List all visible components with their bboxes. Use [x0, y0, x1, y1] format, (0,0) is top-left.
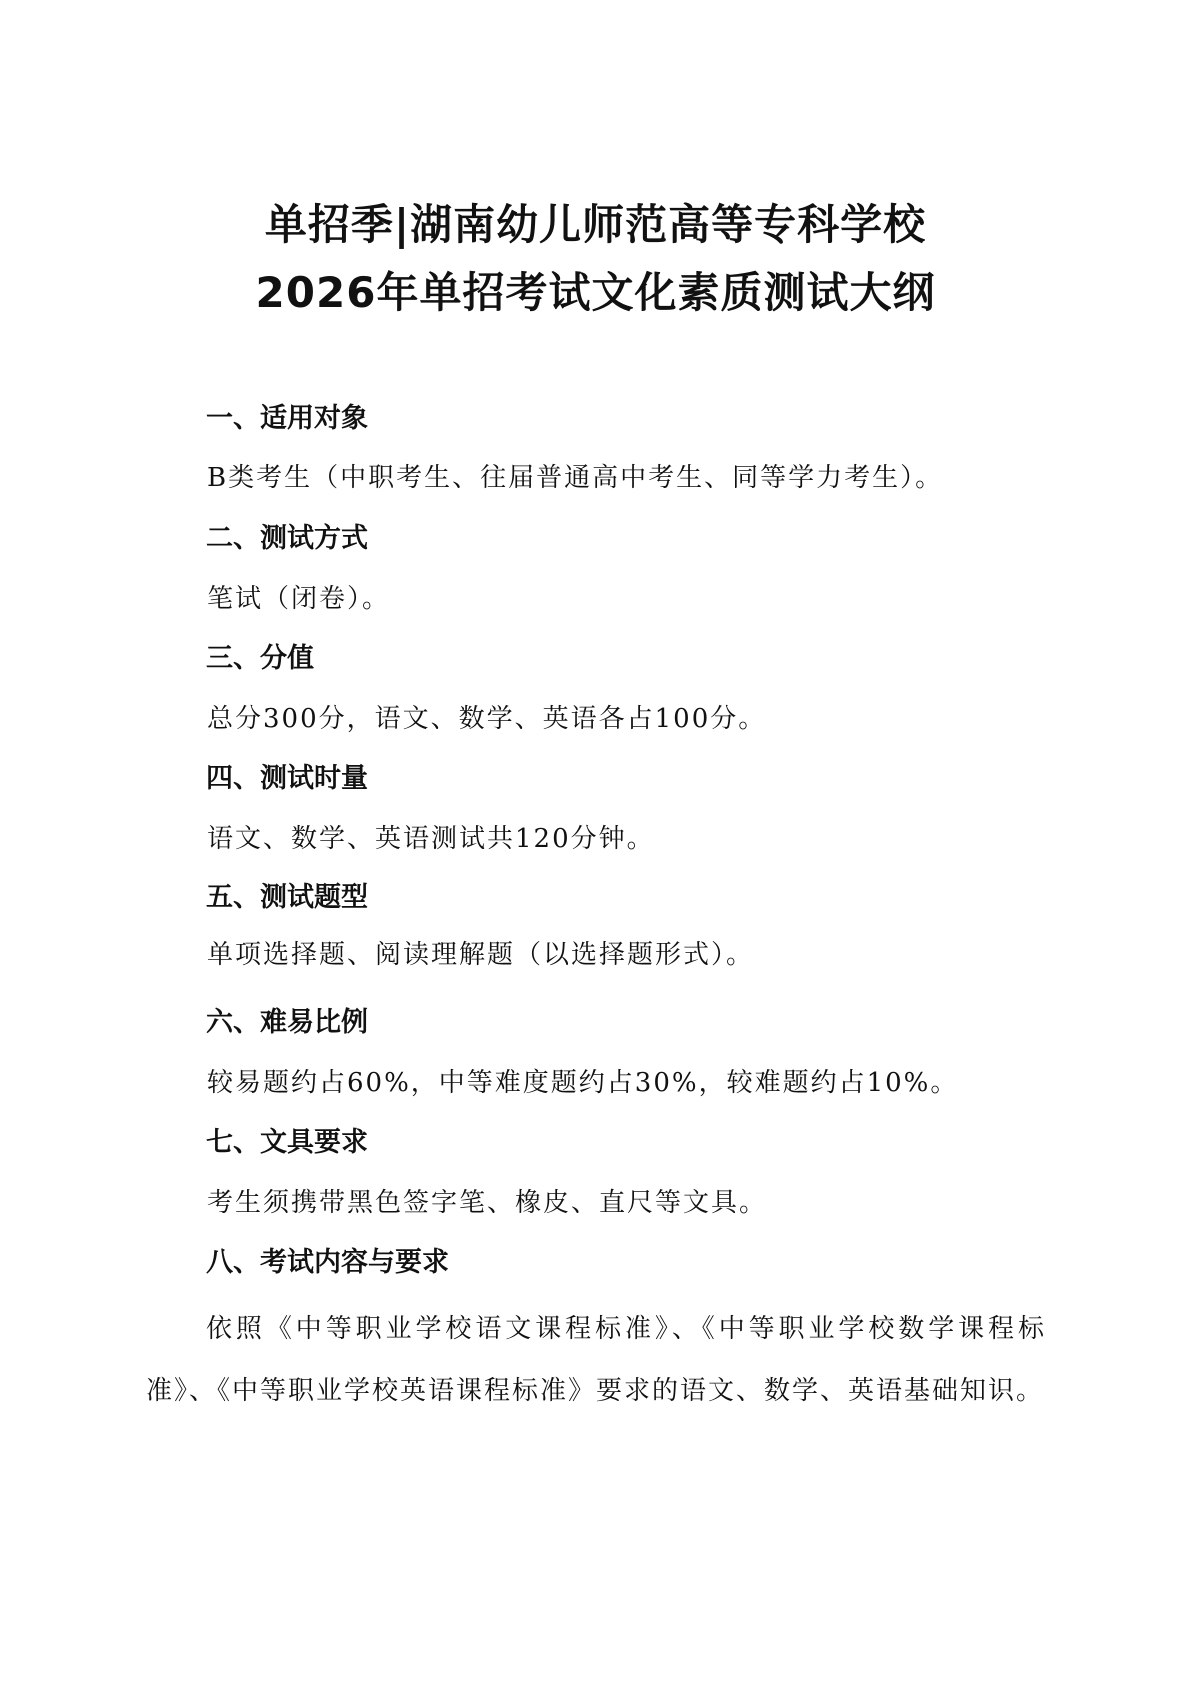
- section-heading-score: 三、分值: [206, 643, 314, 674]
- section-content-test-method: 笔试（闭卷）。: [207, 584, 391, 614]
- section-heading-applicable-candidates: 一、适用对象: [206, 403, 368, 434]
- section-heading-difficulty-ratio: 六、难易比例: [206, 1007, 368, 1038]
- section-content-stationery: 考生须携带黑色签字笔、橡皮、直尺等文具。: [207, 1188, 768, 1218]
- document-title-line-1: 单招季|湖南幼儿师范高等专科学校: [264, 200, 927, 249]
- section-content-difficulty-ratio: 较易题约占60%，中等难度题约占30%，较难题约占10%。: [207, 1068, 959, 1098]
- section-content-question-types: 单项选择题、阅读理解题（以选择题形式）。: [207, 940, 755, 970]
- section-content-applicable-candidates: B类考生（中职考生、往届普通高中考生、同等学力考生）。: [207, 463, 944, 493]
- section-heading-exam-content: 八、考试内容与要求: [206, 1247, 449, 1278]
- section-heading-test-duration: 四、测试时量: [206, 763, 368, 794]
- section-heading-question-types: 五、测试题型: [206, 882, 368, 913]
- section-content-exam-content: 依照《中等职业学校语文课程标准》、《中等职业学校数学课程标准》、《中等职业学校英语课程标准》要求的语文、数学、英语基础知识。: [146, 1314, 1046, 1406]
- section-content-score: 总分300分，语文、数学、英语各占100分。: [207, 704, 767, 734]
- document-title-line-2: 2026年单招考试文化素质测试大纲: [255, 268, 936, 317]
- section-heading-stationery: 七、文具要求: [206, 1127, 368, 1158]
- section-content-test-duration: 语文、数学、英语测试共120分钟。: [207, 824, 655, 854]
- section-heading-test-method: 二、测试方式: [206, 523, 368, 554]
